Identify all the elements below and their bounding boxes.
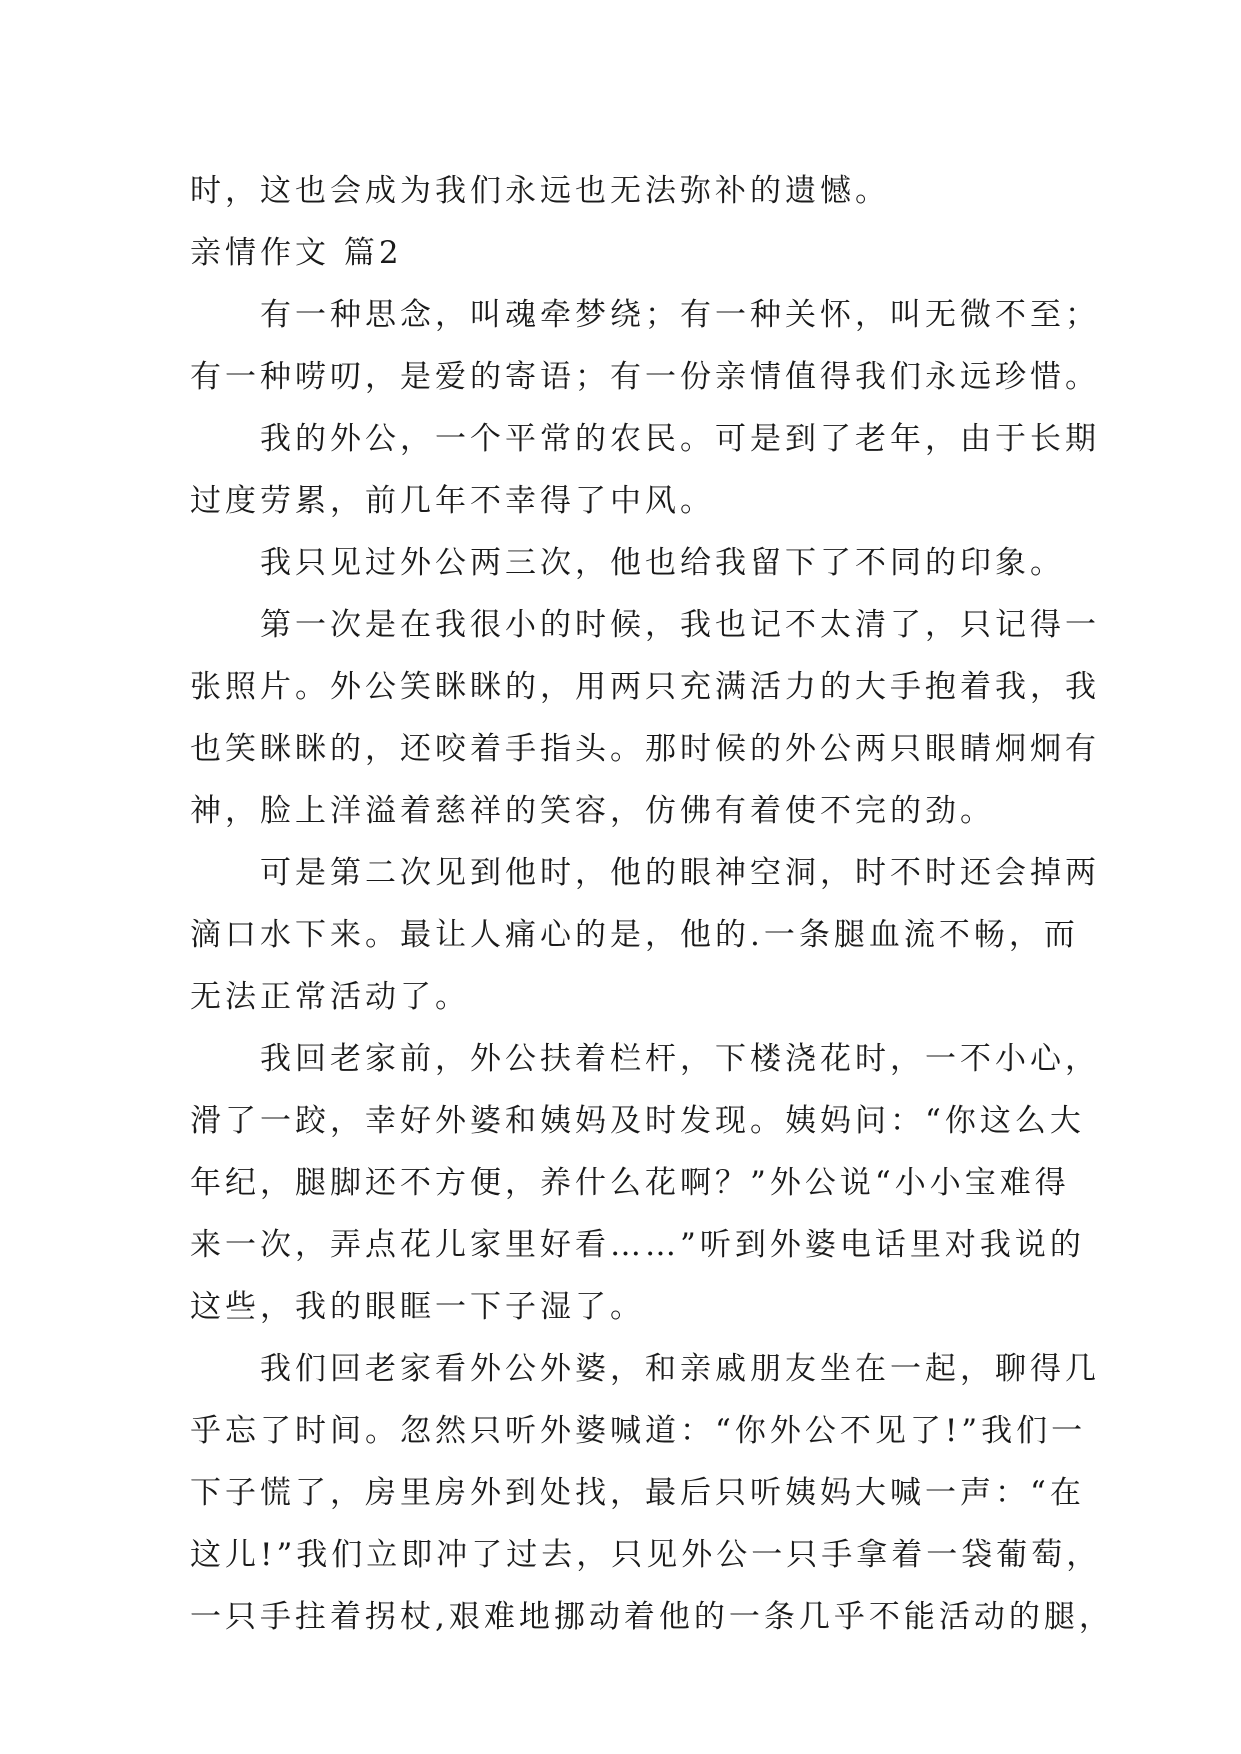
text-line: 我回老家前，外公扶着栏杆，下楼浇花时，一不小心， — [260, 1041, 1100, 1077]
text-line: 我们回老家看外公外婆，和亲戚朋友坐在一起，聊得几 — [260, 1351, 1100, 1387]
text-line: 有一种思念，叫魂牵梦绕；有一种关怀，叫无微不至； — [260, 297, 1100, 333]
text-line: 过度劳累，前几年不幸得了中风。 — [190, 483, 715, 519]
text-line: 时，这也会成为我们永远也无法弥补的遗憾。 — [190, 173, 890, 209]
text-line: 可是第二次见到他时，他的眼神空洞，时不时还会掉两 — [260, 855, 1100, 891]
text-line: 神，脸上洋溢着慈祥的笑容，仿佛有着使不完的劲。 — [190, 793, 995, 829]
text-line: 这些，我的眼眶一下子湿了。 — [190, 1289, 645, 1325]
text-line: 也笑眯眯的，还咬着手指头。那时候的外公两只眼睛炯炯有 — [190, 731, 1100, 767]
text-line: 这儿!”我们立即冲了过去，只见外公一只手拿着一袋葡萄， — [190, 1537, 1102, 1573]
text-line: 一只手拄着拐杖,艰难地挪动着他的一条几乎不能活动的腿， — [190, 1599, 1114, 1635]
text-line: 张照片。外公笑眯眯的，用两只充满活力的大手抱着我，我 — [190, 669, 1100, 705]
text-line: 无法正常活动了。 — [190, 979, 470, 1015]
text-line: 滴口水下来。最让人痛心的是，他的.一条腿血流不畅，而 — [190, 917, 1079, 953]
text-line: 我的外公，一个平常的农民。可是到了老年，由于长期 — [260, 421, 1100, 457]
text-line: 乎忘了时间。忽然只听外婆喊道：“你外公不见了!”我们一 — [190, 1413, 1087, 1449]
essay-text — [190, 160, 1114, 1648]
text-line: 有一种唠叨，是爱的寄语；有一份亲情值得我们永远珍惜。 — [190, 359, 1100, 395]
text-line: 年纪，腿脚还不方便，养什么花啊？”外公说“小小宝难得 — [190, 1165, 1070, 1201]
text-line: 第一次是在我很小的时候，我也记不太清了，只记得一 — [260, 607, 1100, 643]
section-heading: 亲情作文 篇2 — [190, 235, 403, 271]
text-line: 来一次，弄点花儿家里好看……”听到外婆电话里对我说的 — [190, 1227, 1085, 1263]
text-line: 我只见过外公两三次，他也给我留下了不同的印象。 — [260, 545, 1065, 581]
text-line: 下子慌了，房里房外到处找，最后只听姨妈大喊一声：“在 — [190, 1475, 1085, 1511]
text-line: 滑了一跤，幸好外婆和姨妈及时发现。姨妈问：“你这么大 — [190, 1103, 1085, 1139]
